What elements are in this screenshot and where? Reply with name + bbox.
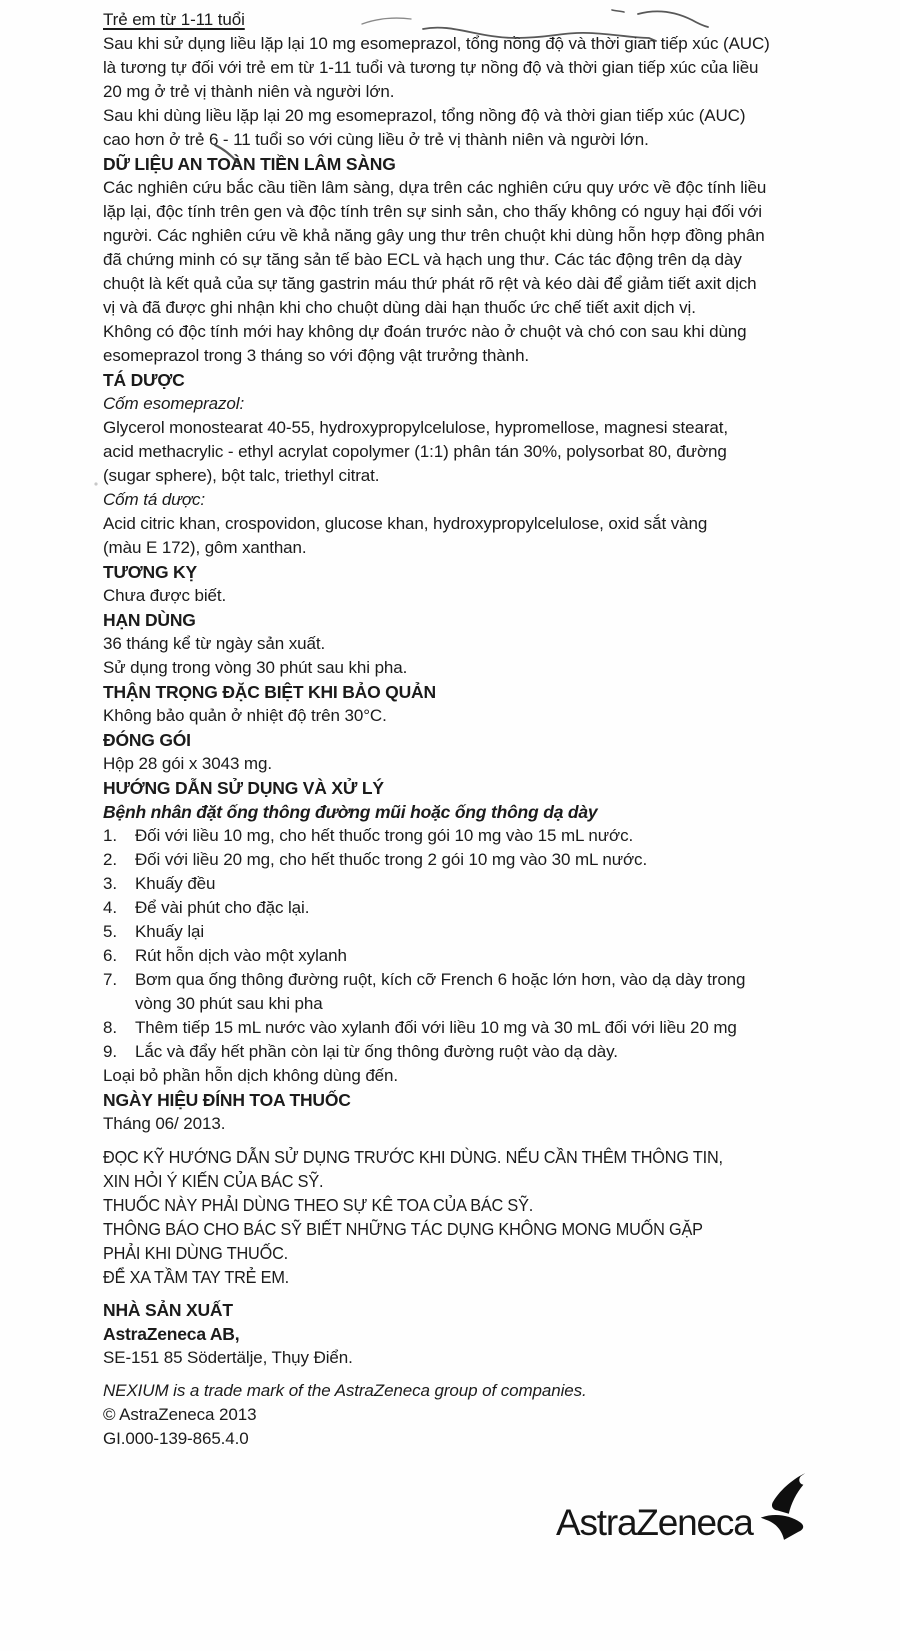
list-item-number: 3.: [103, 874, 117, 893]
section-heading: NHÀ SẢN XUẤT: [103, 1300, 233, 1320]
section-heading: HƯỚNG DẪN SỬ DỤNG VÀ XỬ LÝ: [103, 778, 384, 798]
list-item: [103, 968, 863, 992]
text-line: chuột là kết quả của sự tăng gastrin máu thứ phát rõ rệt và kéo dài để giảm tiết axit dịch: [103, 274, 757, 293]
advisory-line: THUỐC NÀY PHẢI DÙNG THEO SỰ KÊ TOA CỦA BÁC SỸ.: [103, 1195, 534, 1215]
text-line: Sau khi sử dụng liều lặp lại 10 mg esomeprazol, tổng nồng độ và thời gian tiếp xúc (AUC): [103, 34, 770, 53]
list-item-continuation: vòng 30 phút sau khi pha: [135, 994, 323, 1013]
advisory-line: THÔNG BÁO CHO BÁC SỸ BIẾT NHỮNG TÁC DỤNG KHÔNG MONG MUỐN GẶP: [103, 1219, 703, 1239]
text-line: Loại bỏ phần hỗn dịch không dùng đến.: [103, 1066, 399, 1085]
text-line: Hộp 28 gói x 3043 mg.: [103, 754, 272, 773]
text-line: Sau khi dùng liều lặp lại 20 mg esomeprazol, tổng nồng độ và thời gian tiếp xúc (AUC): [103, 106, 746, 125]
text-line: © AstraZeneca 2013: [103, 1405, 257, 1424]
list-item: [103, 944, 863, 968]
list-item: [103, 824, 863, 848]
advisory-line: ĐỌC KỸ HƯỚNG DẪN SỬ DỤNG TRƯỚC KHI DÙNG. NẾU CẦN THÊM THÔNG TIN,: [103, 1147, 723, 1167]
text-line: Tháng 06/ 2013.: [103, 1114, 226, 1133]
list-item: [103, 848, 863, 872]
list-item-text: Bơm qua ống thông đường ruột, kích cỡ French 6 hoặc lớn hơn, vào dạ dày trong: [135, 970, 746, 989]
astrazeneca-logo-text: AstraZeneca: [556, 1502, 753, 1543]
text-line: 20 mg ở trẻ vị thành niên và người lớn.: [103, 82, 395, 101]
list-item-number: 9.: [103, 1042, 117, 1061]
text-line: lặp lại, độc tính trên gen và độc tính trên sự sinh sản, cho thấy không có nguy hại đối với: [103, 202, 762, 221]
section-heading: TÁ DƯỢC: [103, 370, 185, 390]
text-line: Acid citric khan, crospovidon, glucose khan, hydroxypropylcelulose, oxid sắt vàng: [103, 514, 708, 533]
section-heading: DỮ LIỆU AN TOÀN TIỀN LÂM SÀNG: [103, 154, 396, 174]
text-line: 36 tháng kể từ ngày sản xuất.: [103, 634, 326, 653]
scan-speck: [94, 482, 97, 485]
text-line: SE-151 85 Södertälje, Thụy Điển.: [103, 1348, 353, 1367]
text-line: Không bảo quản ở nhiệt độ trên 30°C.: [103, 706, 387, 725]
list-item-text: Đối với liều 20 mg, cho hết thuốc trong 2 gói 10 mg vào 30 mL nước.: [135, 850, 648, 869]
list-item-number: 2.: [103, 850, 117, 869]
list-item-number: 6.: [103, 946, 117, 965]
section-heading: ĐÓNG GÓI: [103, 730, 191, 750]
section-heading: TƯƠNG KỴ: [103, 562, 197, 582]
list-item-number: 8.: [103, 1018, 117, 1037]
text-line: Cốm esomeprazol:: [103, 394, 245, 413]
list-item-text: Thêm tiếp 15 mL nước vào xylanh đối với liều 10 mg và 30 mL đối với liều 20 mg: [135, 1018, 737, 1037]
list-item-text: Để vài phút cho đặc lại.: [135, 898, 310, 917]
list-item-text: Lắc và đẩy hết phần còn lại từ ống thông đường ruột vào dạ dày.: [135, 1042, 618, 1061]
list-item: [103, 872, 863, 896]
text-line: acid methacrylic - ethyl acrylat copolymer (1:1) phân tán 30%, polysorbat 80, đường: [103, 442, 727, 461]
list-item-text: Khuấy đều: [135, 874, 216, 893]
text-line: Cốm tá dược:: [103, 490, 206, 509]
list-item-number: 4.: [103, 898, 117, 917]
text-line: GI.000-139-865.4.0: [103, 1429, 249, 1448]
text-line: (màu E 172), gôm xanthan.: [103, 538, 307, 557]
section-heading: NGÀY HIỆU ĐÍNH TOA THUỐC: [103, 1090, 351, 1110]
advisory-line: PHẢI KHI DÙNG THUỐC.: [103, 1243, 288, 1263]
section-heading: HẠN DÙNG: [103, 610, 196, 630]
list-item-number: 1.: [103, 826, 117, 845]
text-line: Glycerol monostearat 40-55, hydroxypropylcelulose, hypromellose, magnesi stearat,: [103, 418, 728, 437]
text-line: người. Các nghiên cứu về khả năng gây ung thư trên chuột khi dùng hỗn hợp đồng phân: [103, 226, 765, 245]
document-body: [103, 8, 863, 1451]
astrazeneca-logo: [556, 1472, 814, 1544]
text-line: Bệnh nhân đặt ống thông đường mũi hoặc ống thông dạ dày: [103, 802, 598, 822]
advisory-line: ĐỂ XA TẦM TAY TRẺ EM.: [103, 1267, 290, 1287]
text-line: esomeprazol trong 3 tháng so với động vật trưởng thành.: [103, 346, 530, 365]
list-item: [103, 1016, 863, 1040]
text-line: Các nghiên cứu bắc cầu tiền lâm sàng, dựa trên các nghiên cứu quy ước về độc tính liều: [103, 178, 767, 197]
list-item-number: 7.: [103, 970, 117, 989]
advisory-line: XIN HỎI Ý KIẾN CỦA BÁC SỸ.: [103, 1171, 324, 1191]
astrazeneca-mortar-icon: [754, 1472, 814, 1544]
list-item-text: Rút hỗn dịch vào một xylanh: [135, 946, 347, 965]
text-line: Không có độc tính mới hay không dự đoán trước nào ở chuột và chó con sau khi dùng: [103, 322, 747, 341]
list-item-text: Đối với liều 10 mg, cho hết thuốc trong gói 10 mg vào 15 mL nước.: [135, 826, 634, 845]
text-line: Chưa được biết.: [103, 586, 227, 605]
list-item: [103, 920, 863, 944]
text-line: vị và đã được ghi nhận khi cho chuột dùng dài hạn thuốc ức chế tiết axit dịch vị.: [103, 298, 696, 317]
list-item-text: Khuấy lại: [135, 922, 205, 941]
text-line: cao hơn ở trẻ 6 - 11 tuổi so với cùng liều ở trẻ vị thành niên và người lớn.: [103, 130, 649, 149]
section-heading: THẬN TRỌNG ĐẶC BIỆT KHI BẢO QUẢN: [103, 682, 436, 702]
text-line: đã chứng minh có sự tăng sản tế bào ECL và hạch ung thư. Các tác động trên dạ dày: [103, 250, 742, 269]
text-line: Sử dụng trong vòng 30 phút sau khi pha.: [103, 658, 408, 677]
text-line: là tương tự đối với trẻ em từ 1-11 tuổi và tương tự nồng độ và thời gian tiếp xúc của liều: [103, 58, 759, 77]
subsection-heading: Trẻ em từ 1-11 tuổi: [103, 10, 245, 29]
list-item-number: 5.: [103, 922, 117, 941]
text-line: (sugar sphere), bột talc, triethyl citrat.: [103, 466, 380, 485]
list-item: [103, 1040, 863, 1064]
text-line: AstraZeneca AB,: [103, 1324, 240, 1344]
text-line: NEXIUM is a trade mark of the AstraZeneca group of companies.: [103, 1381, 587, 1400]
list-item: [103, 896, 863, 920]
